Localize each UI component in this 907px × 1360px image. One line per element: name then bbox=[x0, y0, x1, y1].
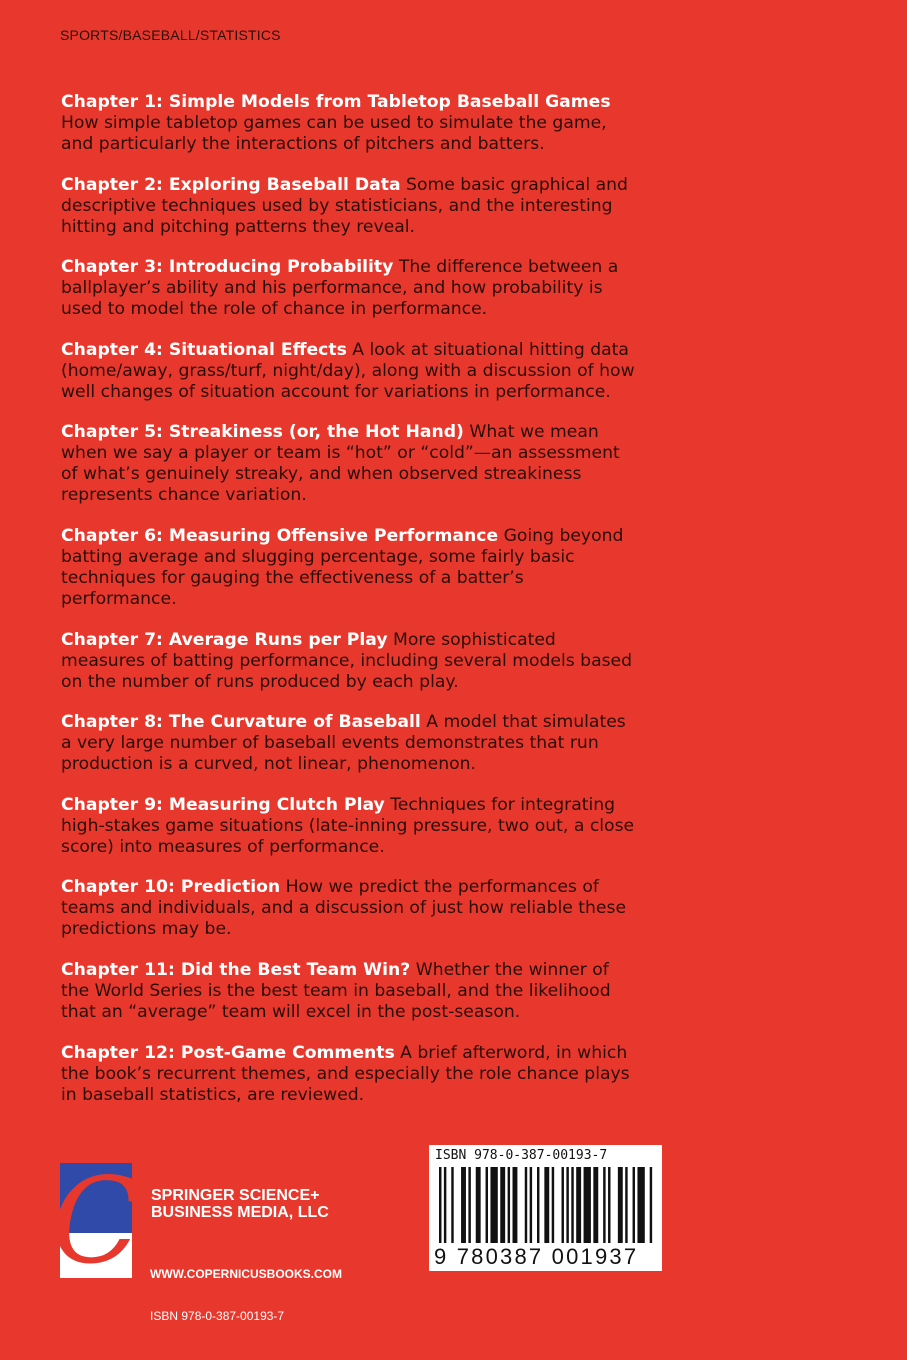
chapter-description: A brief afterword, in which the book’s recurrent themes, and especially the role chance plays in baseball statistics, are reviewed. bbox=[61, 1042, 630, 1105]
chapter-title: Chapter 11: Did the Best Team Win? bbox=[61, 959, 411, 980]
chapter-title: Chapter 6: Measuring Offensive Performance bbox=[61, 525, 499, 546]
publisher-url: WWW.COPERNICUSBOOKS.COM bbox=[150, 1267, 342, 1281]
chapter-description: Some basic graphical and descriptive techniques used by statisticians, and the interesting hitting and pitching patterns they reveal. bbox=[61, 174, 628, 237]
chapter-title: Chapter 3: Introducing Probability bbox=[61, 257, 394, 278]
chapter-entry bbox=[61, 877, 641, 940]
publisher-line1: SPRINGER SCIENCE+ bbox=[151, 1187, 320, 1204]
barcode-bar bbox=[562, 1167, 564, 1243]
chapter-entry bbox=[61, 422, 641, 506]
barcode-bar bbox=[637, 1167, 644, 1243]
chapter-description: Going beyond batting average and slugging percentage, some fairly basic techniques for gauging the effectiveness of a batter’s performance. bbox=[61, 525, 624, 609]
chapter-description: Techniques for integrating high-stakes game situations (late-inning pressure, two out, a close score) into measures of performance. bbox=[61, 794, 635, 857]
chapter-description: The difference between a ballplayer’s ability and his performance, and how probability is used to model the role of chance in performance. bbox=[61, 257, 619, 320]
barcode-bar bbox=[544, 1167, 549, 1243]
barcode-bar bbox=[476, 1167, 481, 1243]
barcode-bar bbox=[618, 1167, 623, 1243]
chapter-entry bbox=[61, 630, 641, 693]
barcode bbox=[429, 1145, 662, 1271]
chapter-description: A look at situational hitting data (home/away, grass/turf, night/day), along with a discussion of how well changes of situation account for variations in performance. bbox=[61, 339, 635, 402]
chapter-list bbox=[61, 92, 641, 1125]
barcode-bar bbox=[444, 1167, 446, 1243]
chapter-entry bbox=[61, 1043, 641, 1106]
barcode-bar bbox=[576, 1167, 581, 1243]
chapter-entry bbox=[61, 340, 641, 403]
barcode-bar bbox=[603, 1167, 605, 1243]
barcode-bar bbox=[486, 1167, 488, 1243]
chapter-entry bbox=[61, 795, 641, 858]
barcode-bar bbox=[633, 1167, 635, 1243]
chapter-title: Chapter 7: Average Runs per Play bbox=[61, 629, 388, 650]
copernicus-logo bbox=[50, 1151, 142, 1290]
chapter-entry bbox=[61, 257, 641, 320]
chapter-description: More sophisticated measures of batting performance, including several models based on the number of runs produced by each play. bbox=[61, 629, 633, 692]
publisher-name bbox=[151, 1187, 329, 1221]
chapter-title: Chapter 9: Measuring Clutch Play bbox=[61, 794, 385, 815]
chapter-title: Chapter 1: Simple Models from Tabletop Baseball Games bbox=[61, 92, 611, 112]
chapter-title: Chapter 8: The Curvature of Baseball bbox=[61, 712, 421, 733]
chapter-title: Chapter 2: Exploring Baseball Data bbox=[61, 174, 401, 195]
barcode-bar bbox=[625, 1167, 627, 1243]
barcode-bar bbox=[650, 1167, 652, 1243]
barcode-bar bbox=[451, 1167, 453, 1243]
chapter-entry bbox=[61, 712, 641, 775]
barcode-bar bbox=[439, 1167, 441, 1243]
chapter-title: Chapter 5: Streakiness (or, the Hot Hand) bbox=[61, 422, 464, 443]
chapter-description: What we mean when we say a player or team is “hot” or “cold”—an assessment of what’s genuinely streaky, and when observed streakiness represents chance variation. bbox=[61, 422, 620, 506]
chapter-title: Chapter 12: Post-Game Comments bbox=[61, 1042, 395, 1063]
barcode-bar bbox=[530, 1167, 532, 1243]
barcode-bar bbox=[584, 1167, 591, 1243]
chapter-description: A model that simulates a very large number of baseball events demonstrates that run production is a curved, not linear, phenomenon. bbox=[61, 712, 626, 775]
barcode-bar bbox=[508, 1167, 510, 1243]
isbn-text: ISBN 978-0-387-00193-7 bbox=[150, 1309, 285, 1323]
chapter-description: How we predict the performances of teams and individuals, and a discussion of just how reliable these predictions may be. bbox=[61, 877, 627, 940]
barcode-bar bbox=[525, 1167, 527, 1243]
barcode-bar bbox=[566, 1167, 568, 1243]
chapter-title: Chapter 10: Prediction bbox=[61, 877, 281, 898]
barcode-bar bbox=[537, 1167, 539, 1243]
barcode-bar bbox=[608, 1167, 610, 1243]
chapter-title: Chapter 4: Situational Effects bbox=[61, 339, 347, 360]
publisher-line2: BUSINESS MEDIA, LLC bbox=[151, 1204, 329, 1221]
barcode-bar bbox=[552, 1167, 554, 1243]
category-label: SPORTS/BASEBALL/STATISTICS bbox=[60, 27, 281, 43]
logo-letter: C bbox=[50, 1151, 142, 1290]
chapter-entry bbox=[61, 92, 641, 155]
chapter-description: How simple tabletop games can be used to simulate the game, and particularly the interactions of pitchers and batters. bbox=[61, 113, 607, 154]
barcode-isbn-label: ISBN 978-0-387-00193-7 bbox=[435, 1148, 608, 1163]
barcode-bar bbox=[490, 1167, 497, 1243]
barcode-bar bbox=[500, 1167, 505, 1243]
barcode-digits: 9 780387 001937 bbox=[434, 1244, 639, 1269]
barcode-bar bbox=[513, 1167, 518, 1243]
chapter-entry bbox=[61, 526, 641, 610]
barcode-bar bbox=[571, 1167, 573, 1243]
barcode-bar bbox=[461, 1167, 466, 1243]
barcode-bar bbox=[468, 1167, 470, 1243]
barcode-bar bbox=[593, 1167, 598, 1243]
chapter-entry bbox=[61, 960, 641, 1023]
chapter-description: Whether the winner of the World Series is the best team in baseball, and the likelihood that an “average” team will excel in the post-season. bbox=[61, 959, 611, 1022]
chapter-entry bbox=[61, 175, 641, 238]
